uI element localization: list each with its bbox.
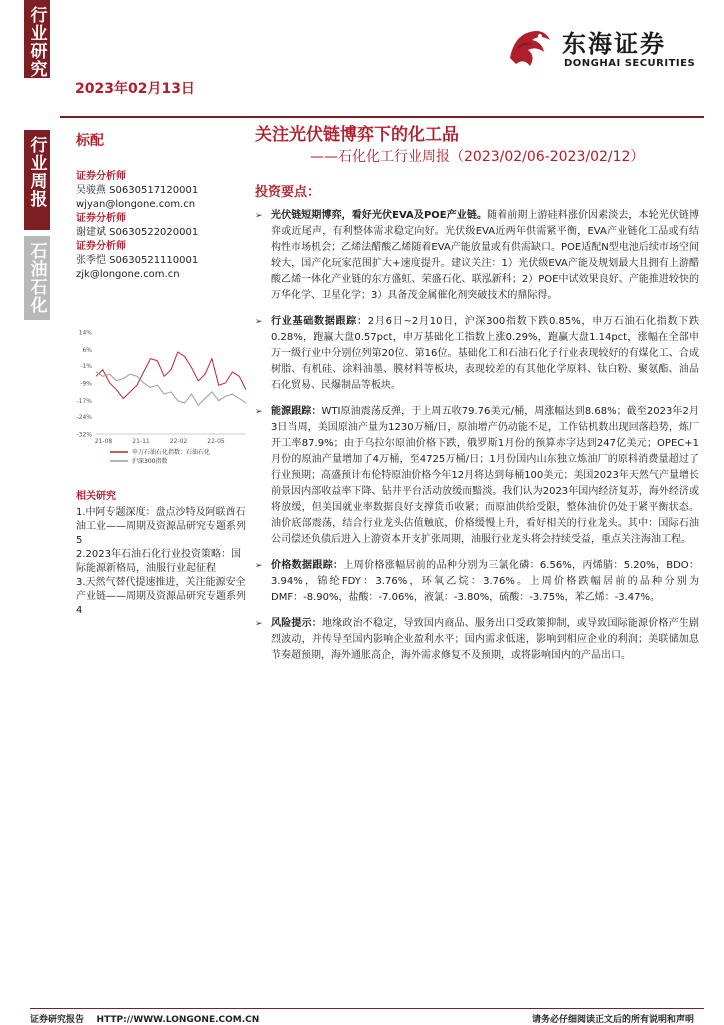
highlight-text: 随着前期上游硅料涨价因素淡去，本轮光伏链博弈或近尾声，有利整体需求稳定向好。光伏级EVA近两年供需紧平衡，EVA产业链化工品或有结构性市场机会；乙烯法醋酸乙烯随着EVA产能放量或有供需缺口。POE适配N型电池后续市场空间较大，国产化玩家范围扩大+速度提升。建议关注：1）光伏级EVA产能及规划最大且拥有上游醋酸乙烯一体化产业链的东方盛虹、荣盛石化、联泓新科；2）POE中试效果良好、产能推进较快的万华化学、卫星化学；3）具备茂金属催化剂突破技术的鼎际得。 xyxy=(271,210,700,301)
legend-label: 沪深300指数 xyxy=(132,458,168,465)
side-tab-industry-research: 行业研究 xyxy=(24,0,50,78)
related-item[interactable]: 3.天然气替代提速推进，关注能源安全产业链——周期及资源品研究专题系列4 xyxy=(76,577,246,616)
y-tick-label: 14% xyxy=(78,329,92,337)
series-line-2 xyxy=(96,372,246,405)
y-tick-label: -32% xyxy=(76,431,92,439)
header-divider xyxy=(60,116,704,118)
highlight-lead: 行业基础数据跟踪： xyxy=(271,316,368,327)
analyst-email[interactable]: zjk@longone.com.cn xyxy=(76,269,180,280)
y-tick-label: 6% xyxy=(82,347,92,355)
arrow-bullet-icon: ➢ xyxy=(255,317,263,327)
arrow-bullet-icon: ➢ xyxy=(255,211,263,221)
y-tick-label: -17% xyxy=(76,398,92,406)
highlight-text: 地缘政治不稳定，导致国内商品、服务出口受政策抑制，或导致国际能源价格产生剧烈波动，并传导至国内影响企业盈利水平；国内需求低迷，影响到相应企业的利润；美联储加息节奏超预期，海外通胀高企，海外需求修复不及预期，或将影响国内的产品出口。 xyxy=(271,618,700,661)
highlight-item xyxy=(255,616,699,664)
highlight-lead: 能源跟踪： xyxy=(271,406,322,417)
rating: 标配 xyxy=(76,133,104,149)
analyst-role: 证券分析师 xyxy=(76,171,126,182)
analyst-role: 证券分析师 xyxy=(76,213,126,224)
x-tick-label: 21-08 xyxy=(94,438,113,445)
analyst-email[interactable]: wjyan@longone.com.cn xyxy=(76,199,196,210)
footer-divider xyxy=(30,1008,704,1009)
investment-highlights xyxy=(255,208,699,674)
company-name-en: DONGHAI SECURITIES xyxy=(564,58,696,69)
highlight-lead: 价格数据跟踪： xyxy=(271,560,344,571)
arrow-bullet-icon: ➢ xyxy=(255,561,263,571)
analyst-list xyxy=(76,170,236,282)
analyst-role: 证券分析师 xyxy=(76,241,126,252)
analyst-block xyxy=(76,170,236,212)
highlight-item xyxy=(255,314,699,394)
arrow-bullet-icon: ➢ xyxy=(255,619,263,629)
side-tab-industry-weekly: 行业周报 xyxy=(24,130,50,230)
analyst-name: 张季恺 S0630521110001 xyxy=(76,255,199,266)
x-tick-label: 22-02 xyxy=(169,438,188,445)
highlight-lead: 风险提示： xyxy=(271,618,322,629)
arrow-bullet-icon: ➢ xyxy=(255,407,263,417)
highlight-text: WTI原油震荡反弹，于上周五收79.76美元/桶，周涨幅达到8.68%；截至2023年2月3日当周，美国原油产量为1230万桶/日，原油增产仍动能不足，工作钻机数出现回落趋势，炼厂开工率87.9%；由于乌拉尔原油价格下跌，俄罗斯1月份的预算赤字达到247亿美元；OPEC+1月份的原油产量增加了4万桶，至4725万桶/日；1月份国内山东独立炼油厂的原料消费量超过了行业预期；高盛预计布伦特原油价格今年12月将达到每桶100美元；美国2023年天然气产量增长前景因内部收益率下降、钻井平台活动放缓而黯淡。我们认为2023年国内经济复苏，海外经济或将放缓，但美国就业率数据良好支撑货币收紧；而原油供给受限，整体油价仍处于紧平衡状态。油价底部震荡，结合行业龙头估值触底，价格缓慢上升，看好相关的行业龙头。其中：国际石油公司偿还负债后进入上游资本开支扩张周期，油服行业龙头将会持续受益，重点关注海油工程。 xyxy=(271,406,699,545)
analyst-block xyxy=(76,240,236,282)
legend-label: 申万石油石化指数：石油石化 xyxy=(132,449,211,456)
y-tick-label: -9% xyxy=(80,380,92,388)
x-tick-label: 22-05 xyxy=(207,438,225,445)
side-tab-petrochemical: 石油石化 xyxy=(24,236,50,320)
report-title: 关注光伏链博弈下的化工品 xyxy=(255,125,459,145)
dragon-logo-icon xyxy=(500,18,558,76)
analyst-name: 吴骏燕 S0630517120001 xyxy=(76,185,199,196)
highlight-text: 上周价格涨幅居前的品种分别为三氯化磷：6.56%，丙烯腈：5.20%，BDO：3.94%，锦纶FDY：3.76%，环氧乙烷：3.76%。上周价格跌幅居前的品种分别为 DMF：-8.90%，盐酸：-7.06%，液氯：-3.80%，硫酸：-3.75%，苯乙烯：-3.47%。 xyxy=(271,560,699,603)
related-research-title: 相关研究 xyxy=(76,491,116,502)
highlight-item xyxy=(255,558,699,606)
analyst-name: 谢建斌 S0630522020001 xyxy=(76,227,199,238)
y-tick-label: -1% xyxy=(80,362,92,370)
investment-highlights-title: 投资要点： xyxy=(255,185,321,200)
related-item[interactable]: 1.中阿专题深度：盘点沙特及阿联酋石油工业——周期及资源品研究专题系列5 xyxy=(76,507,246,546)
report-subtitle: ——石化化工行业周报（2023/02/06-2023/02/12） xyxy=(310,149,645,165)
y-tick-label: -24% xyxy=(76,413,92,421)
highlight-text: 2月6日~2月10日，沪深300指数下跌0.85%，申万石油石化指数下跌0.28%，跑赢大盘0.57pct，申万基础化工指数上涨0.29%，跑赢大盘1.14pct，涨幅在全部申万一级行业中分别位列第20位、第16位。基础化工和石油石化子行业表现较好的有煤化工、合成树脂、有机硅、涂料油墨、膜材料等板块，表现较差的有其他化学原料、钛白粉、聚氨酯、油品石化贸易、民爆制品等板块。 xyxy=(271,316,700,391)
performance-chart xyxy=(60,322,260,482)
report-date: 2023年02月13日 xyxy=(75,81,195,97)
related-item[interactable]: 2.2023年石油石化行业投资策略：国际能源新格局，油服行业起征程 xyxy=(76,549,241,574)
highlight-item xyxy=(255,404,699,548)
company-name-cn: 东海证券 xyxy=(562,30,666,58)
x-tick-label: 21-11 xyxy=(132,438,150,445)
footer-website[interactable]: 证券研究报告 HTTP://WWW.LONGONE.COM.CN xyxy=(30,1015,260,1025)
footer-disclaimer: 请务必仔细阅读正文后的所有说明和声明 xyxy=(531,1015,694,1025)
related-research xyxy=(76,490,246,618)
analyst-block xyxy=(76,212,236,240)
company-logo xyxy=(500,18,710,78)
highlight-item xyxy=(255,208,699,304)
highlight-lead: 光伏链短期博弈，看好光伏EVA及POE产业链。 xyxy=(271,210,488,221)
